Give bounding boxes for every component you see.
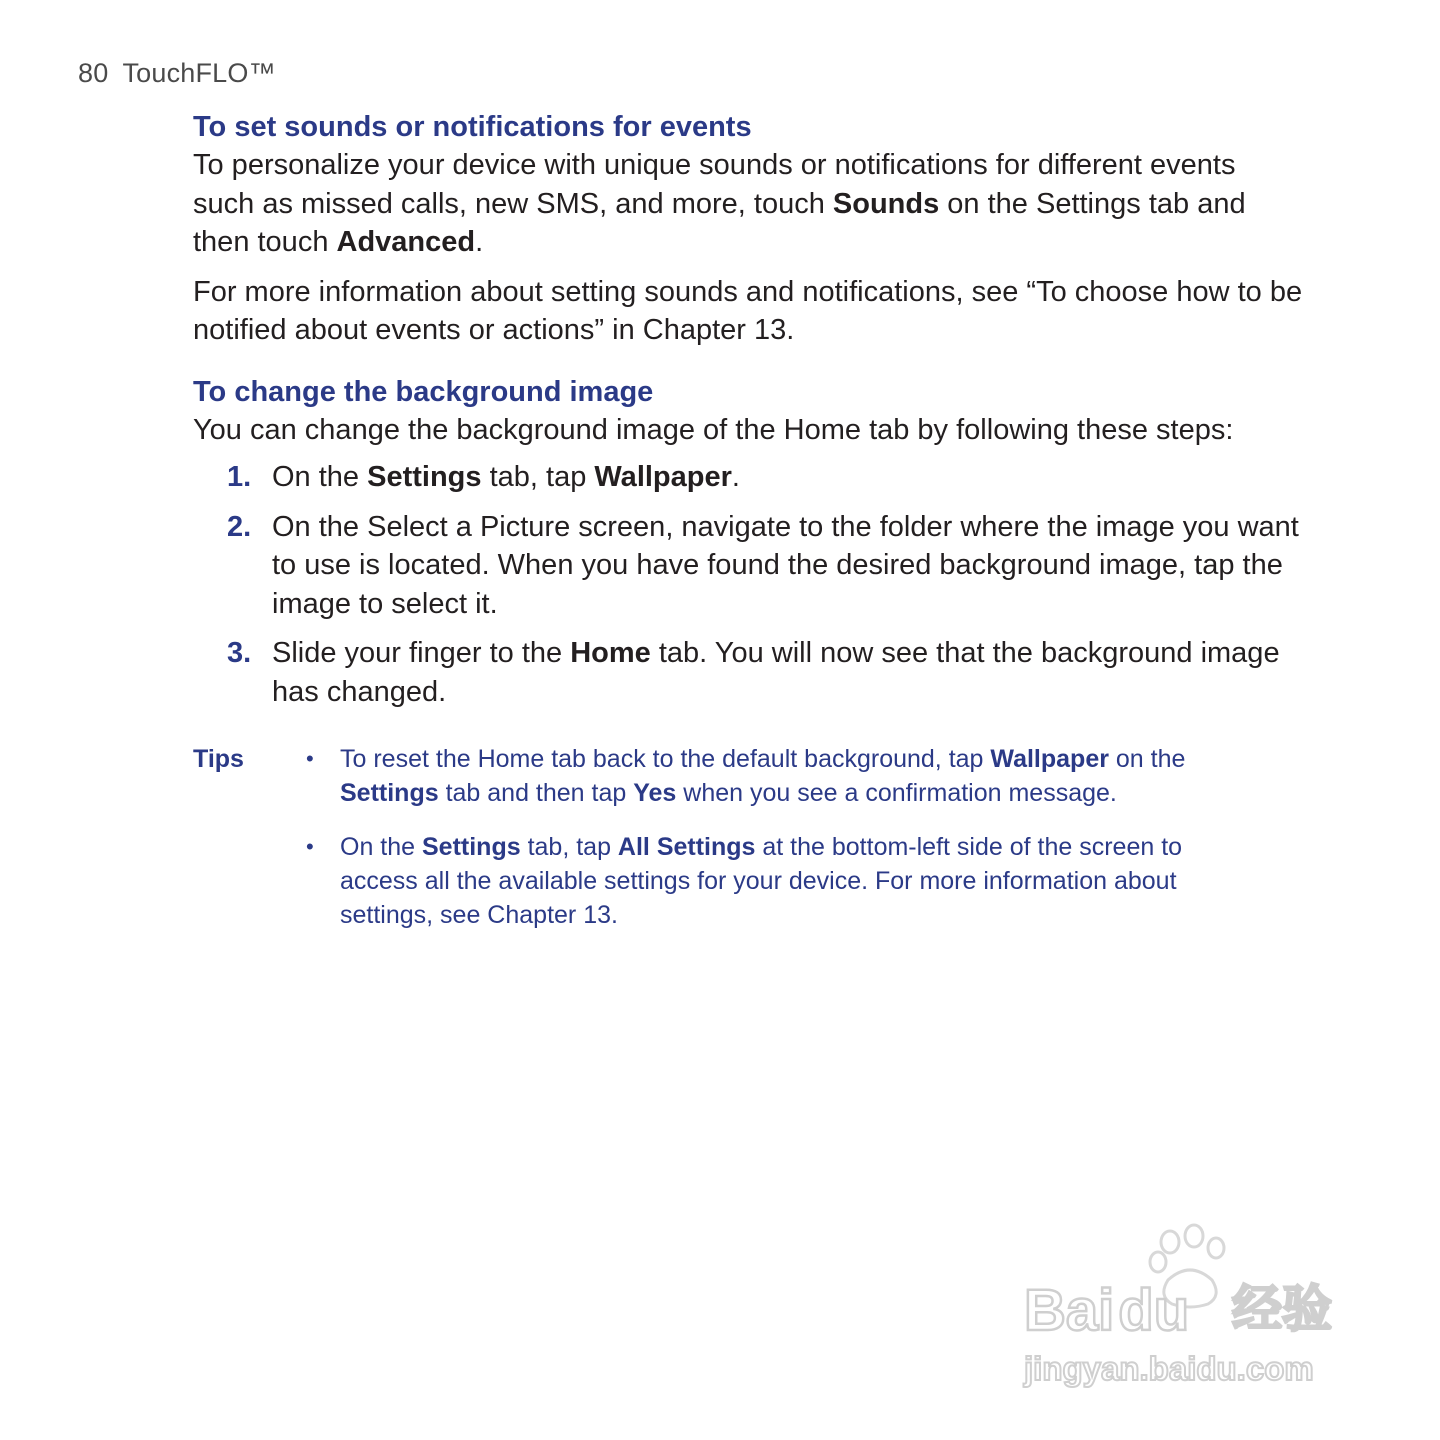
sounds-paragraph-2: For more information about setting sounds and notifications, see “To choose how to be notified about events or actions” in Chapter 13. xyxy=(193,275,1303,346)
text-run: tab. You will now see that the background image has changed. xyxy=(272,637,1280,708)
main-content xyxy=(193,108,1303,722)
bold-term-yes: Yes xyxy=(633,779,677,807)
bold-term-sounds: Sounds xyxy=(832,187,940,220)
step-number: 2. xyxy=(227,510,252,543)
text-run: tab, tap xyxy=(481,461,595,493)
bold-term-home: Home xyxy=(570,637,651,669)
tip-item xyxy=(306,742,1253,810)
text-run: On the Select a Picture screen, navigate to the folder where the image you want to use is located. When you have found the desired background image, tap the image to select it. xyxy=(272,510,1299,620)
step-item xyxy=(193,634,1303,711)
text-run: tab, tap xyxy=(520,833,618,861)
step-item xyxy=(193,508,1303,624)
text-run: To personalize your device with unique sounds or notifications for different events such as missed calls, new SMS, and more, touch xyxy=(193,149,1236,220)
tips-label: Tips xyxy=(193,745,244,773)
text-run: . xyxy=(731,461,740,493)
page-number: 80 xyxy=(78,58,109,88)
text-run: On the xyxy=(272,461,368,493)
text-run: To reset the Home tab back to the default background, tap xyxy=(340,745,991,773)
steps-list xyxy=(193,458,1303,711)
section-title-sounds: To set sounds or notifications for events xyxy=(193,111,752,143)
section-title-background: To change the background image xyxy=(193,375,654,408)
bold-term-advanced: Advanced xyxy=(336,226,476,258)
step-number: 1. xyxy=(227,461,252,493)
bold-term-settings: Settings xyxy=(422,833,521,861)
bold-term-all-settings: All Settings xyxy=(617,833,756,861)
bold-term-settings: Settings xyxy=(340,779,439,807)
text-run: . xyxy=(475,226,484,258)
tips-box xyxy=(193,742,1253,952)
chapter-title: TouchFLO™ xyxy=(122,58,276,88)
step-item xyxy=(193,458,1303,497)
tips-list xyxy=(193,742,1253,932)
bold-term-wallpaper: Wallpaper xyxy=(990,745,1109,773)
bullet-icon: • xyxy=(306,746,314,771)
bold-term-wallpaper: Wallpaper xyxy=(594,461,732,493)
background-intro: You can change the background image of the Home tab by following these steps: xyxy=(193,413,1234,446)
baidu-jingyan-watermark xyxy=(1018,1222,1358,1392)
text-run: On the xyxy=(340,833,422,861)
tip-item xyxy=(306,830,1253,932)
text-run: at the bottom-left side of the screen to access all the available settings for your device. For more information about settings, see Chapter 13. xyxy=(340,833,1183,929)
bold-term-settings: Settings xyxy=(367,461,482,493)
text-run: when you see a confirmation message. xyxy=(676,779,1117,807)
text-run: Slide your finger to the xyxy=(272,637,571,669)
text-run: on the xyxy=(1108,745,1186,773)
text-run: tab and then tap xyxy=(438,779,634,807)
bullet-icon: • xyxy=(306,834,314,859)
watermark-site: jingyan.baidu.com xyxy=(1024,1350,1314,1387)
watermark-brand-cn: 经验 xyxy=(1232,1280,1332,1338)
watermark-brand: Baidu xyxy=(1024,1278,1190,1343)
page-header xyxy=(78,58,276,89)
sounds-paragraph-1 xyxy=(193,146,1303,262)
text-run: on the Settings tab and then touch xyxy=(193,187,1246,258)
step-number: 3. xyxy=(227,637,252,669)
